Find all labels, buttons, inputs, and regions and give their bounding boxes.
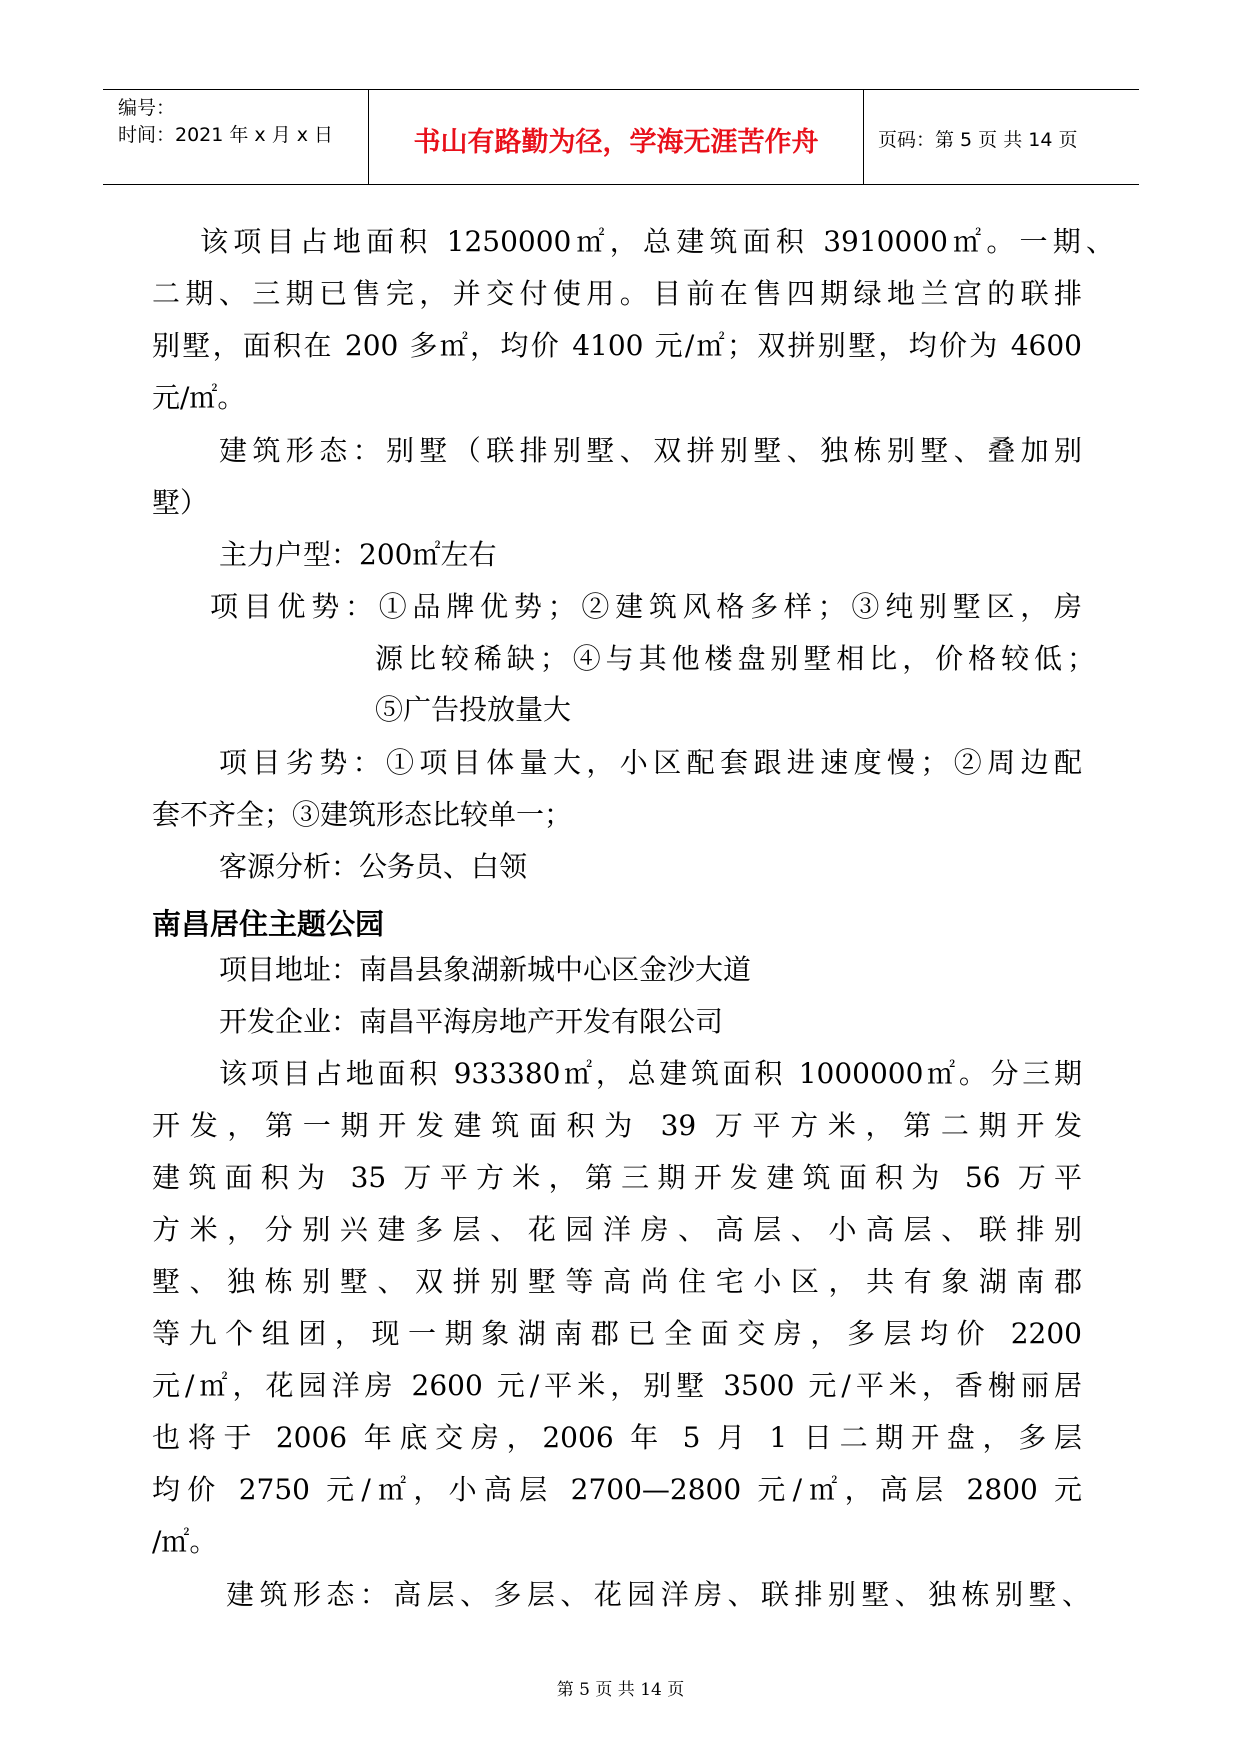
header-left-cell	[103, 90, 368, 184]
developer-line: 开发企业：南昌平海房地产开发有限公司	[219, 1005, 724, 1038]
header-motto-cell	[368, 90, 864, 184]
para2-line-5: 墅、独栋别墅、双拼别墅等高尚住宅小区，共有象湖南郡	[152, 1265, 1082, 1298]
address-line: 项目地址：南昌县象湖新城中心区金沙大道	[219, 953, 752, 986]
para2-line-10: /㎡。	[152, 1525, 218, 1558]
section-title: 南昌居住主题公园	[152, 907, 385, 941]
page-header	[103, 89, 1139, 185]
para2-line-9: 均价 2750 元/㎡，小高层 2700—2800 元/㎡，高层 2800 元	[152, 1473, 1082, 1506]
para2-line-1: 该项目占地面积 933380㎡，总建筑面积 1000000㎡。分三期	[219, 1057, 1082, 1090]
disadvantages-line-1: 项目劣势：①项目体量大，小区配套跟进速度慢；②周边配	[219, 746, 1082, 779]
para2-line-6: 等九个组团，现一期象湖南郡已全面交房，多层均价 2200	[152, 1317, 1082, 1350]
disadvantages-line-2: 套不齐全；③建筑形态比较单一；	[152, 798, 573, 831]
header-page-cell	[863, 90, 1139, 184]
form2-line: 建筑形态：高层、多层、花园洋房、联排别墅、独栋别墅、	[226, 1578, 1090, 1611]
para2-line-3: 建筑面积为 35 万平方米，第三期开发建筑面积为 56 万平	[152, 1161, 1082, 1194]
para2-line-4: 方米，分别兴建多层、花园洋房、高层、小高层、联排别	[152, 1213, 1082, 1246]
para2-line-8: 也将于 2006 年底交房，2006 年 5 月 1 日二期开盘，多层	[152, 1421, 1082, 1454]
para1-line-1: 该项目占地面积 1250000㎡，总建筑面积 3910000㎡。一期、	[200, 225, 1114, 258]
header-page-info: 页码：第 5 页 共 14 页	[878, 129, 1078, 151]
advantages-line-1: 项目优势：①品牌优势；②建筑风格多样；③纯别墅区，房	[210, 590, 1082, 623]
advantages-line-2: 源比较稀缺；④与其他楼盘别墅相比，价格较低；	[375, 642, 1095, 675]
para1-line-2: 二期、三期已售完，并交付使用。目前在售四期绿地兰宫的联排	[152, 277, 1082, 310]
doc-number-label: 编号：	[118, 97, 176, 119]
form-line-2: 墅）	[152, 486, 209, 519]
advantages-line-3: ⑤广告投放量大	[375, 693, 572, 726]
para1-line-4: 元/㎡。	[152, 381, 246, 414]
para1-line-3: 别墅，面积在 200 多㎡，均价 4100 元/㎡；双拼别墅，均价为 4600	[152, 329, 1082, 362]
header-motto: 书山有路勤为径，学海无涯苦作舟	[413, 127, 819, 158]
para2-line-7: 元/㎡，花园洋房 2600 元/平米，别墅 3500 元/平米，香榭丽居	[152, 1369, 1082, 1402]
page-footer: 第 5 页 共 14 页	[556, 1680, 685, 1700]
customers-line: 客源分析：公务员、白领	[219, 850, 528, 883]
form-line-1: 建筑形态：别墅（联排别墅、双拼别墅、独栋别墅、叠加别	[219, 434, 1082, 467]
para2-line-2: 开发，第一期开发建筑面积为 39 万平方米，第二期开发	[152, 1109, 1082, 1142]
main-type-line: 主力户型：200㎡左右	[219, 538, 497, 571]
doc-time-label: 时间：2021 年 x 月 x 日	[118, 124, 334, 146]
